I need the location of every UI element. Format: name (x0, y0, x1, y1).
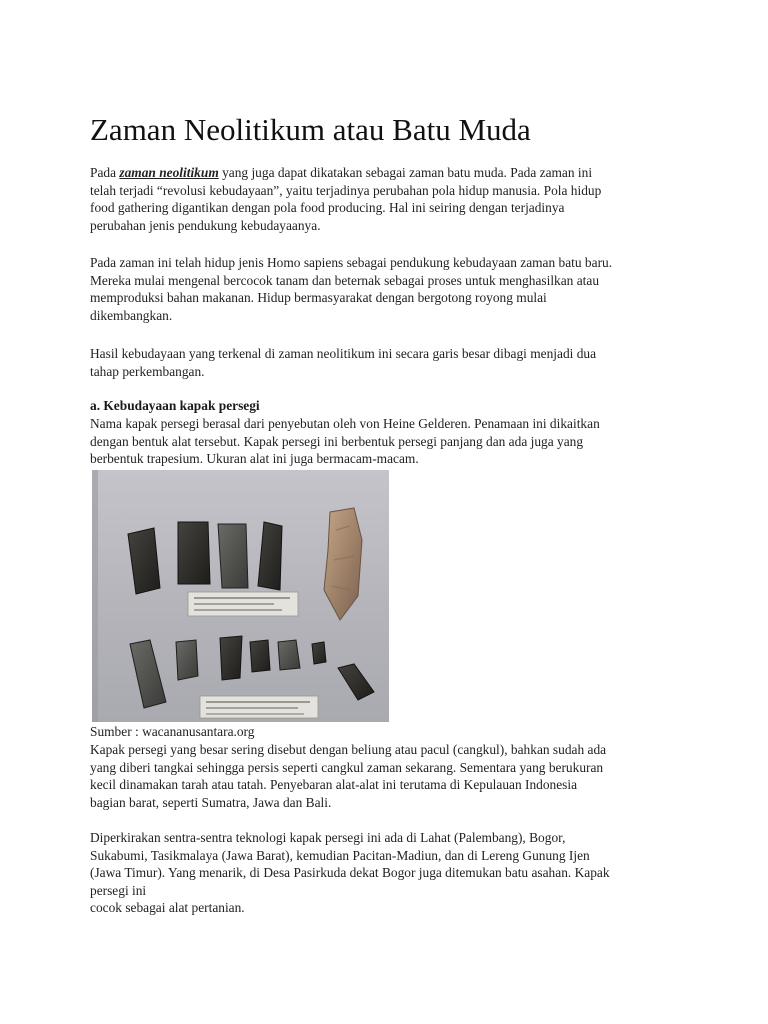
paragraph-sentra-teknologi (90, 829, 690, 917)
paragraph-line: persegi ini (90, 882, 147, 898)
stone-axe (178, 522, 210, 584)
paragraph-line (90, 164, 680, 182)
paragraph-line: kecil dinamakan tarah atau tatah. Penyebaran alat-alat ini terutama di Kepulauan Indonesia (90, 777, 578, 793)
document-title: Zaman Neolitikum atau Batu Muda (90, 112, 531, 147)
paragraph-line: Kapak persegi yang besar sering disebut dengan beliung atau pacul (cangkul), bahkan sudah ada (90, 742, 607, 757)
paragraph-line: Diperkirakan sentra-sentra teknologi kapak persegi ini ada di Lahat (Palembang), Bogor, (90, 830, 566, 845)
paragraph-line: Hasil kebudayaan yang terkenal di zaman neolitikum ini secara garis besar dibagi menjadi dua (90, 346, 597, 361)
paragraph-line: Sukabumi, Tasikmalaya (Jawa Barat), kemudian Pacitan-Madiun, dan di Lereng Gunung Ijen (90, 847, 590, 863)
paragraph-line: memproduksi bahan makanan. Hidup bermasyarakat dengan bergotong royong mulai (90, 290, 547, 306)
stone-axe (218, 524, 248, 588)
paragraph-prefix: Pada (90, 165, 120, 180)
stone-axe (312, 642, 326, 664)
paragraph-line: dikembangkan. (90, 307, 173, 323)
paragraph-line: dengan bentuk alat tersebut. Kapak persegi ini berbentuk persegi panjang dan ada juga yang (90, 433, 584, 449)
paragraph-line: tahap perkembangan. (90, 363, 205, 379)
paragraph-line: telah terjadi “revolusi kebudayaan”, yaitu terjadinya perubahan pola hidup manusia. Pola hidup (90, 182, 602, 198)
paragraph-text: yang juga dapat dikatakan sebagai zaman batu muda. Pada zaman ini (218, 165, 593, 180)
paragraph-line: food gathering digantikan dengan pola food producing. Hal ini seiring dengan terjadinya (90, 200, 565, 216)
paragraph-line: (Jawa Timur). Yang menarik, di Desa Pasirkuda dekat Bogor juga ditemukan batu asahan. Kapak (90, 865, 610, 881)
paragraph-line: cocok sebagai alat pertanian. (90, 900, 245, 916)
paragraph-beliung (90, 741, 680, 811)
stone-axes-museum-photo (92, 470, 389, 722)
paragraph-line: yang diberi tangkai sehingga persis seperti cangkul zaman sekarang. Sementara yang berukuran (90, 759, 604, 775)
paragraph-homo-sapiens (90, 254, 690, 324)
paragraph-line: bagian barat, seperti Sumatra, Jawa dan Bali. (90, 794, 332, 810)
section-heading-kapak-persegi: a. Kebudayaan kapak persegi (90, 398, 260, 413)
stone-axe (278, 640, 300, 670)
stone-axe (220, 636, 242, 680)
term-zaman-neolitikum: zaman neolitikum (119, 165, 219, 180)
paragraph-kapak-persegi (90, 415, 690, 468)
paragraph-line: berbentuk trapesium. Ukuran alat ini juga bermacam-macam. (90, 451, 419, 467)
paragraph-line: Pada zaman ini telah hidup jenis Homo sapiens sebagai pendukung kebudayaan zaman batu baru. (90, 255, 613, 270)
stone-axe (250, 640, 270, 672)
paragraph-intro (90, 164, 680, 234)
photo-caption: Sumber : wacananusantara.org (90, 724, 255, 739)
paragraph-line: perubahan jenis pendukung kebudayaanya. (90, 217, 321, 233)
paragraph-line: Mereka mulai mengenal bercocok tanam dan beternak sebagai proses untuk menghasilkan atau (90, 272, 600, 288)
paragraph-line: Nama kapak persegi berasal dari penyebutan oleh von Heine Gelderen. Penamaan ini dikaitkan (90, 416, 600, 431)
paragraph-hasil-kebudayaan (90, 345, 680, 380)
stone-axe (176, 640, 198, 680)
